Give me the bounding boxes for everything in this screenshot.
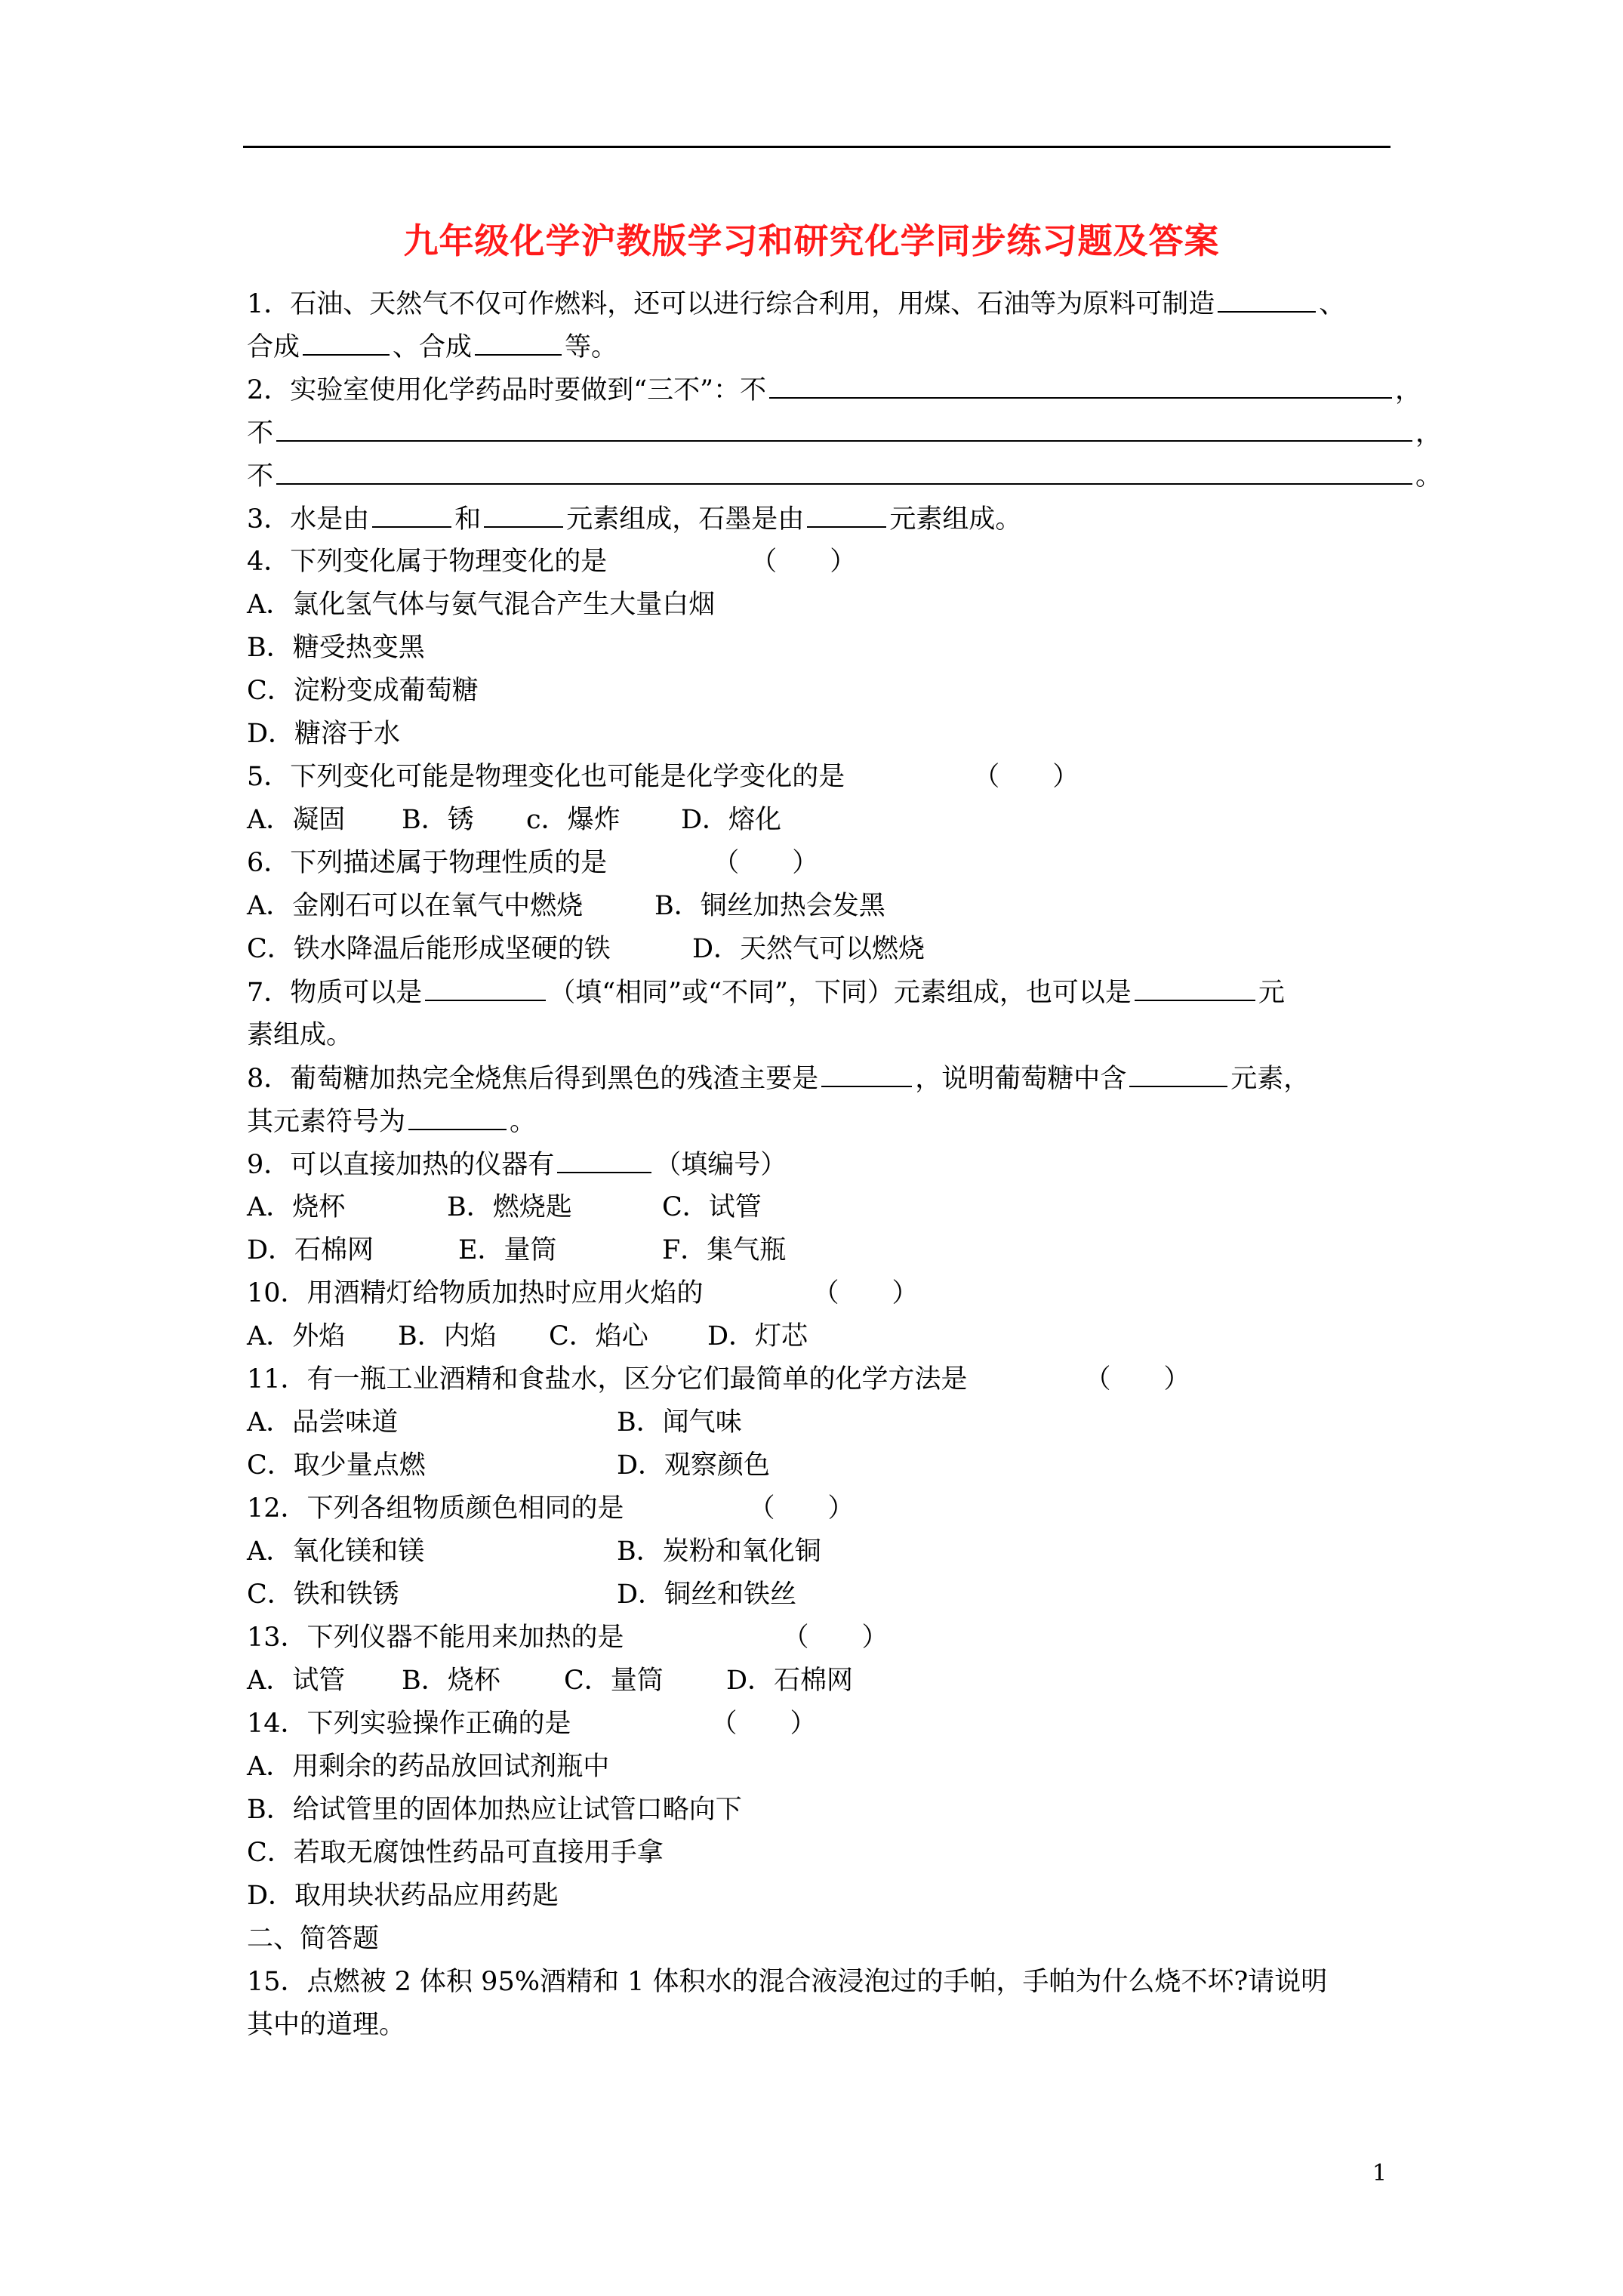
q12-stem: 12．下列各组物质颜色相同的是 （ ） [247, 1493, 855, 1524]
answer-blank[interactable] [475, 325, 562, 356]
page-title: 九年级化学沪教版学习和研究化学同步练习题及答案 [403, 220, 1220, 261]
q2-line-1: 2．实验室使用化学药品时要做到“三不”：不 ， [247, 368, 1470, 411]
q4-option-b: B．糖受热变黑 [247, 633, 425, 663]
q12-options-2: C．铁和铁锈 D．铜丝和铁丝 [247, 1579, 797, 1610]
q10-stem: 10．用酒精灯给物质加热时应用火焰的 （ ） [247, 1278, 919, 1308]
q11-options-1: A．品尝味道 B．闻气味 [247, 1407, 742, 1438]
q5-stem: 5．下列变化可能是物理变化也可能是化学变化的是 （ ） [247, 762, 1079, 792]
answer-paren[interactable]: （ ） [713, 848, 819, 878]
answer-paren[interactable]: （ ） [812, 1278, 919, 1308]
q8-line-2: 其元素符号为 。 [247, 1100, 1470, 1143]
q6-stem: 6．下列描述属于物理性质的是 （ ） [247, 848, 819, 878]
q8-line-1: 8．葡萄糖加热完全烧焦后得到黑色的残渣主要是 ，说明葡萄糖中含 元素， [247, 1057, 1470, 1100]
q15-line-2: 其中的道理。 [247, 2010, 406, 2040]
q10-options: A．外焰 B．内焰 C．焰心 D．灯芯 [247, 1321, 808, 1351]
q6-options-2: C．铁水降温后能形成坚硬的铁 D．天然气可以燃烧 [247, 934, 925, 964]
q4-stem: 4．下列变化属于物理变化的是 （ ） [247, 547, 857, 577]
section-heading: 二、简答题 [247, 1924, 380, 1954]
q9-options-2: D．石棉网 E．量筒 F．集气瓶 [247, 1235, 787, 1265]
answer-blank[interactable] [769, 368, 1392, 399]
answer-paren[interactable]: （ ） [1084, 1364, 1190, 1395]
q11-stem: 11．有一瓶工业酒精和食盐水，区分它们最简单的化学方法是 （ ） [247, 1364, 1190, 1395]
q2-line-3: 不 。 [247, 455, 1470, 498]
q7-line-2: 素组成。 [247, 1020, 353, 1050]
answer-blank[interactable] [821, 1057, 912, 1087]
answer-blank[interactable] [557, 1143, 651, 1173]
answer-blank[interactable] [425, 971, 546, 1001]
answer-paren[interactable]: （ ） [973, 762, 1079, 792]
answer-paren[interactable]: （ ） [748, 1493, 855, 1524]
answer-blank[interactable] [807, 498, 886, 528]
answer-paren[interactable]: （ ） [710, 1709, 817, 1739]
q14-stem: 14．下列实验操作正确的是 （ ） [247, 1709, 817, 1739]
q6-options-1: A．金刚石可以在氧气中燃烧 B．铜丝加热会发黑 [247, 891, 885, 921]
header-rule [243, 146, 1390, 148]
q2-line-2: 不 ， [247, 411, 1470, 455]
q4-option-a: A．氯化氢气体与氨气混合产生大量白烟 [247, 590, 716, 620]
answer-blank[interactable] [1129, 1057, 1227, 1087]
q9-stem: 9．可以直接加热的仪器有 （填编号） [247, 1143, 1470, 1186]
q11-options-2: C．取少量点燃 D．观察颜色 [247, 1450, 771, 1481]
answer-blank[interactable] [1135, 971, 1255, 1001]
q12-options-1: A．氧化镁和镁 B．炭粉和氧化铜 [247, 1536, 821, 1567]
page-number: 1 [1372, 2160, 1387, 2187]
answer-blank[interactable] [484, 498, 563, 528]
answer-blank[interactable] [276, 411, 1412, 442]
answer-blank[interactable] [408, 1100, 507, 1130]
q14-option-d: D．取用块状药品应用药匙 [247, 1881, 559, 1911]
q14-option-a: A．用剩余的药品放回试剂瓶中 [247, 1752, 610, 1782]
q3-line: 3．水是由 和 元素组成，石墨是由 元素组成。 [247, 498, 1470, 541]
q15-line-1: 15．点燃被 2 体积 95%酒精和 1 体积水的混合液浸泡过的手帕，手帕为什么烧不坏?请说明 [247, 1967, 1328, 1997]
answer-blank[interactable] [1218, 282, 1316, 313]
answer-blank[interactable] [276, 455, 1412, 485]
q13-stem: 13．下列仪器不能用来加热的是 （ ） [247, 1623, 888, 1653]
q7-line-1: 7．物质可以是 （填“相同”或“不同”，下同）元素组成，也可以是 元 [247, 971, 1470, 1014]
answer-blank[interactable] [303, 325, 390, 356]
q14-option-c: C．若取无腐蚀性药品可直接用手拿 [247, 1838, 664, 1868]
q5-options: A．凝固 B．锈 c．爆炸 D．熔化 [247, 805, 782, 835]
question-list [247, 282, 1470, 2047]
q13-options: A．试管 B．烧杯 C．量筒 D．石棉网 [247, 1666, 854, 1696]
q14-option-b: B．给试管里的固体加热应让试管口略向下 [247, 1795, 742, 1825]
q4-option-c: C．淀粉变成葡萄糖 [247, 676, 479, 706]
answer-blank[interactable] [372, 498, 451, 528]
answer-paren[interactable]: （ ） [782, 1623, 888, 1653]
q1-line-2: 合成 、合成 等。 [247, 325, 1470, 368]
q4-option-d: D．糖溶于水 [247, 719, 401, 749]
answer-paren[interactable]: （ ） [750, 547, 857, 577]
q9-options-1: A．烧杯 B．燃烧匙 C．试管 [247, 1192, 762, 1222]
q1-line-1: 1．石油、天然气不仅可作燃料，还可以进行综合利用，用煤、石油等为原料可制造 、 [247, 282, 1470, 325]
